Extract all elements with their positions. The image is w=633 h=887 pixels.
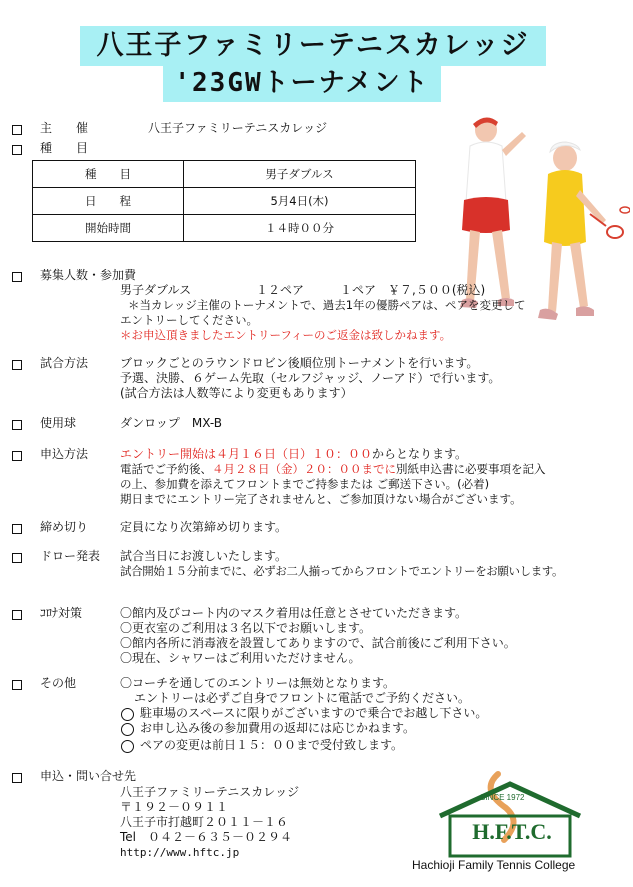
- corona-line: 〇館内及びコート内のマスク着用は任意とさせていただきます。: [120, 606, 468, 620]
- apply-line2-a: 電話でご予約後、: [120, 462, 212, 476]
- deadline-label: 締め切り: [40, 520, 89, 534]
- apply-line2: [120, 462, 546, 477]
- table-row: [33, 188, 416, 215]
- circle-bullet-icon: [121, 708, 134, 721]
- organizer-label: 主 催: [40, 121, 89, 135]
- contact-label: 申込・問い合せ先: [40, 769, 137, 783]
- circle-bullet-icon: [121, 723, 134, 736]
- corona-label: ｺﾛﾅ対策: [40, 606, 83, 620]
- format-line: (試合方法は人数等により変更もあります）: [120, 386, 353, 400]
- table-row: [33, 161, 416, 188]
- other-line5: ペアの変更は前日１５：００まで受付致します。: [140, 738, 404, 752]
- apply-line1: [120, 447, 467, 462]
- checkbox-corona: [12, 610, 22, 620]
- other-label: その他: [40, 676, 77, 690]
- contact-address: 八王子市打越町２０１１－１６: [120, 815, 289, 829]
- checkbox-ball: [12, 420, 22, 430]
- format-label: 試合方法: [40, 356, 89, 370]
- entry-start-rest: からとなります。: [372, 447, 468, 461]
- apply-line2-b: 別紙申込書に必要事項を記入: [396, 462, 546, 476]
- recruit-fee: １ペア ￥７,５００(税込): [340, 283, 486, 297]
- table-key: 種 目: [33, 161, 184, 188]
- table-row: [33, 215, 416, 242]
- checkbox-organizer: [12, 125, 22, 135]
- ball-value: ダンロップ MX-B: [120, 416, 222, 430]
- checkbox-apply: [12, 451, 22, 461]
- logo-since: SINCE 1972: [480, 793, 525, 802]
- contact-tel: Tel ０４２－６３５－０２９４: [120, 830, 293, 844]
- checkbox-format: [12, 360, 22, 370]
- recruit-note-cont: エントリーしてください。: [120, 313, 258, 327]
- title-line2: '23GWトーナメント: [163, 66, 441, 102]
- table-key: 開始時間: [33, 215, 184, 242]
- corona-line: 〇館内各所に消毒液を設置してありますので、試合前後にご利用下さい。: [120, 636, 516, 650]
- organizer-value: 八王子ファミリーテニスカレッジ: [148, 121, 328, 135]
- apply-line4: 期日までにエントリー完了されませんと、ご参加頂けない場合がございます。: [120, 492, 522, 506]
- draw-line1: 試合当日にお渡しいたします。: [120, 549, 288, 563]
- event-label: 種 目: [40, 141, 89, 155]
- ball-label: 使用球: [40, 416, 77, 430]
- apply-label: 申込方法: [40, 447, 89, 461]
- checkbox-recruit: [12, 272, 22, 282]
- recruit-note: ＊当カレッジ主催のトーナメントで、過去1年の優勝ペアは、ペアを変更して: [128, 298, 526, 312]
- checkbox-event: [12, 145, 22, 155]
- checkbox-contact: [12, 773, 22, 783]
- hftc-logo: [410, 770, 610, 880]
- other-line1: 〇コーチを通してのエントリーは無効となります。: [120, 676, 396, 690]
- entry-start-text: エントリー開始は４月１６日（日）１０：００: [120, 447, 373, 461]
- contact-zip: 〒１９２－０９１１: [120, 800, 229, 814]
- apply-deadline-text: ４月２８日（金）２０：００までに: [212, 462, 396, 476]
- checkbox-draw: [12, 553, 22, 563]
- other-line2: エントリーは必ずご自身でフロントに電話でご予約ください。: [134, 691, 471, 705]
- recruit-pairs: １２ペア: [256, 283, 305, 297]
- schedule-table: [32, 160, 416, 242]
- contact-name: 八王子ファミリーテニスカレッジ: [120, 785, 300, 799]
- corona-line: 〇現在、シャワーはご利用いただけません。: [120, 651, 361, 665]
- table-value: １４時００分: [184, 215, 416, 242]
- logo-mark: H.F.T.C.: [472, 819, 552, 844]
- recruit-refund-note: ＊お申込頂きましたエントリーフィーのご返金は致しかねます。: [120, 328, 452, 342]
- apply-line3: の上、参加費を添えてフロントまでご持参または ご郵送下さい。(必着): [120, 477, 490, 491]
- table-value: 男子ダブルス: [184, 161, 416, 188]
- recruit-category: 男子ダブルス: [120, 283, 192, 297]
- other-line3: 駐車場のスペースに限りがございますので乗合でお越し下さい。: [140, 706, 488, 720]
- contact-url[interactable]: http://www.hftc.jp: [120, 846, 240, 859]
- deadline-value: 定員になり次第締め切ります。: [120, 520, 288, 534]
- table-value: 5月4日(木): [184, 188, 416, 215]
- format-line: 予選、決勝、６ゲーム先取（セルフジャッジ、ノーアド）で行います。: [120, 371, 501, 385]
- logo-caption: Hachioji Family Tennis College: [412, 858, 576, 872]
- tennis-players-illustration: [440, 110, 630, 350]
- table-key: 日 程: [33, 188, 184, 215]
- title-line1: 八王子ファミリーテニスカレッジ: [80, 26, 546, 66]
- recruit-label: 募集人数・参加費: [40, 268, 137, 282]
- corona-line: 〇更衣室のご利用は３名以下でお願いします。: [120, 621, 372, 635]
- format-line: ブロックごとのラウンドロビン後順位別トーナメントを行います。: [120, 356, 479, 370]
- checkbox-other: [12, 680, 22, 690]
- draw-label: ドロー発表: [40, 549, 101, 563]
- checkbox-deadline: [12, 524, 22, 534]
- other-line4: お申し込み後の参加費用の返却には応じかねます。: [140, 721, 416, 735]
- draw-line2: 試合開始１５分前までに、必ずお二人揃ってからフロントでエントリーをお願いします。: [120, 564, 564, 578]
- circle-bullet-icon: [121, 740, 134, 753]
